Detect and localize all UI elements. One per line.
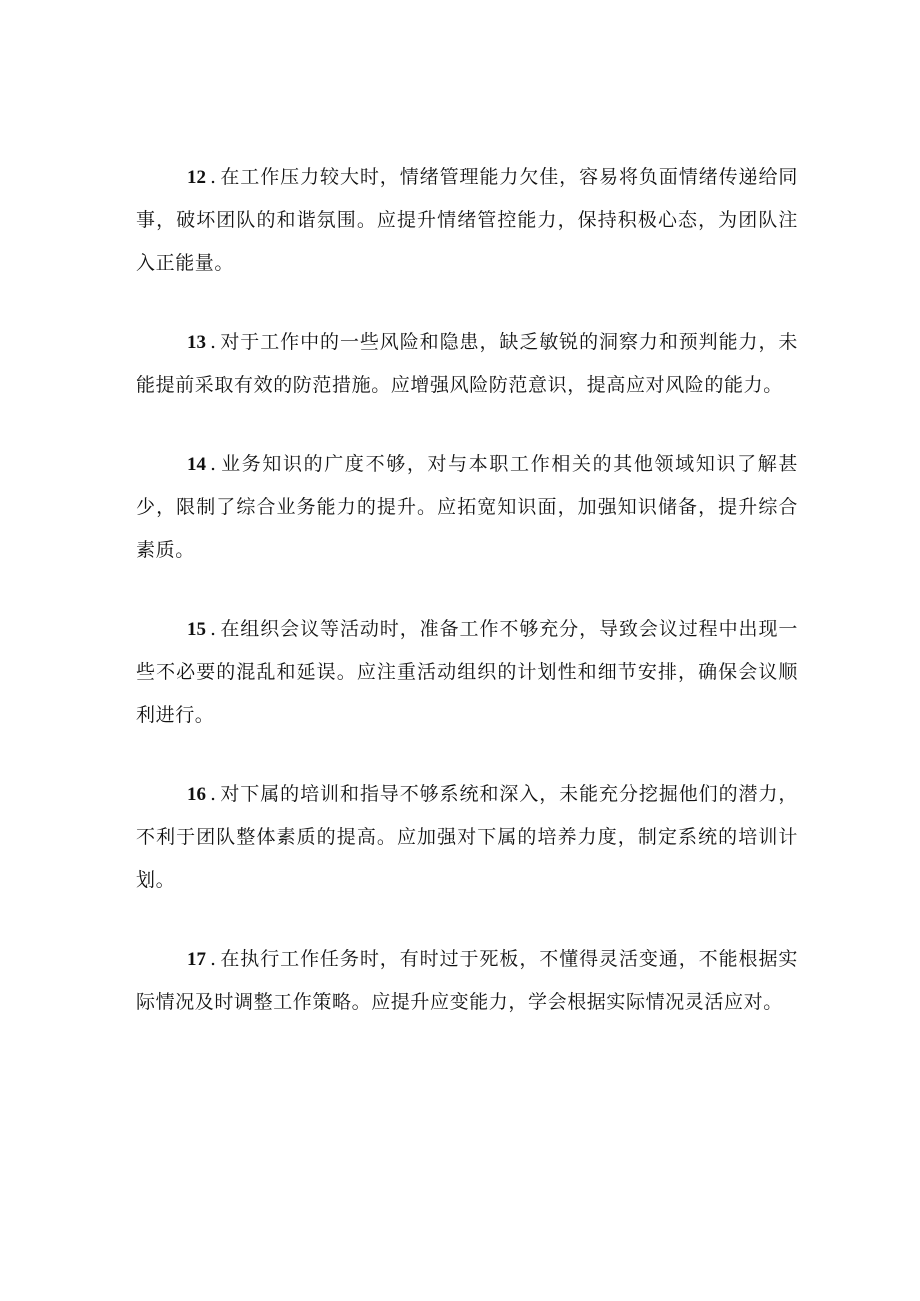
paragraph-item-13: 13 . 对于工作中的一些风险和隐患，缺乏敏锐的洞察力和预判能力，未能提前采取有效的防范措施。应增强风险防范意识，提高应对风险的能力。: [136, 331, 798, 396]
item-number: 12: [187, 167, 206, 188]
item-text: 对于工作中的一些风险和隐患，缺乏敏锐的洞察力和预判能力，未能提前采取有效的防范措施。应增强风险防范意识，提高应对风险的能力。: [136, 331, 798, 396]
item-text: 在执行工作任务时，有时过于死板，不懂得灵活变通，不能根据实际情况及时调整工作策略。应提升应变能力，学会根据实际情况灵活应对。: [136, 948, 798, 1013]
item-text: 业务知识的广度不够，对与本职工作相关的其他领域知识了解甚少，限制了综合业务能力的提升。应拓宽知识面，加强知识储备，提升综合素质。: [136, 453, 798, 561]
paragraph-item-14: 14 . 业务知识的广度不够，对与本职工作相关的其他领域知识了解甚少，限制了综合业务能力的提升。应拓宽知识面，加强知识储备，提升综合素质。: [136, 453, 798, 561]
item-text: 在组织会议等活动时，准备工作不够充分，导致会议过程中出现一些不必要的混乱和延误。应注重活动组织的计划性和细节安排，确保会议顺利进行。: [136, 618, 798, 726]
paragraph-item-16: 16 . 对下属的培训和指导不够系统和深入，未能充分挖掘他们的潜力，不利于团队整体素质的提高。应加强对下属的培养力度，制定系统的培训计划。: [136, 783, 798, 891]
item-text: 对下属的培训和指导不够系统和深入，未能充分挖掘他们的潜力，不利于团队整体素质的提高。应加强对下属的培养力度，制定系统的培训计划。: [136, 783, 798, 891]
item-number: 14: [187, 454, 206, 475]
item-number: 13: [187, 332, 206, 353]
document-body: [136, 156, 798, 1060]
paragraph-item-12: 12 . 在工作压力较大时，情绪管理能力欠佳，容易将负面情绪传递给同事，破坏团队的和谐氛围。应提升情绪管控能力，保持积极心态，为团队注入正能量。: [136, 166, 798, 274]
paragraph-item-17: 17 . 在执行工作任务时，有时过于死板，不懂得灵活变通，不能根据实际情况及时调整工作策略。应提升应变能力，学会根据实际情况灵活应对。: [136, 948, 798, 1013]
item-number: 16: [187, 784, 206, 805]
item-text: 在工作压力较大时，情绪管理能力欠佳，容易将负面情绪传递给同事，破坏团队的和谐氛围。应提升情绪管控能力，保持积极心态，为团队注入正能量。: [136, 166, 798, 274]
item-number: 17: [187, 949, 206, 970]
paragraph-item-15: 15 . 在组织会议等活动时，准备工作不够充分，导致会议过程中出现一些不必要的混乱和延误。应注重活动组织的计划性和细节安排，确保会议顺利进行。: [136, 618, 798, 726]
item-number: 15: [187, 619, 206, 640]
